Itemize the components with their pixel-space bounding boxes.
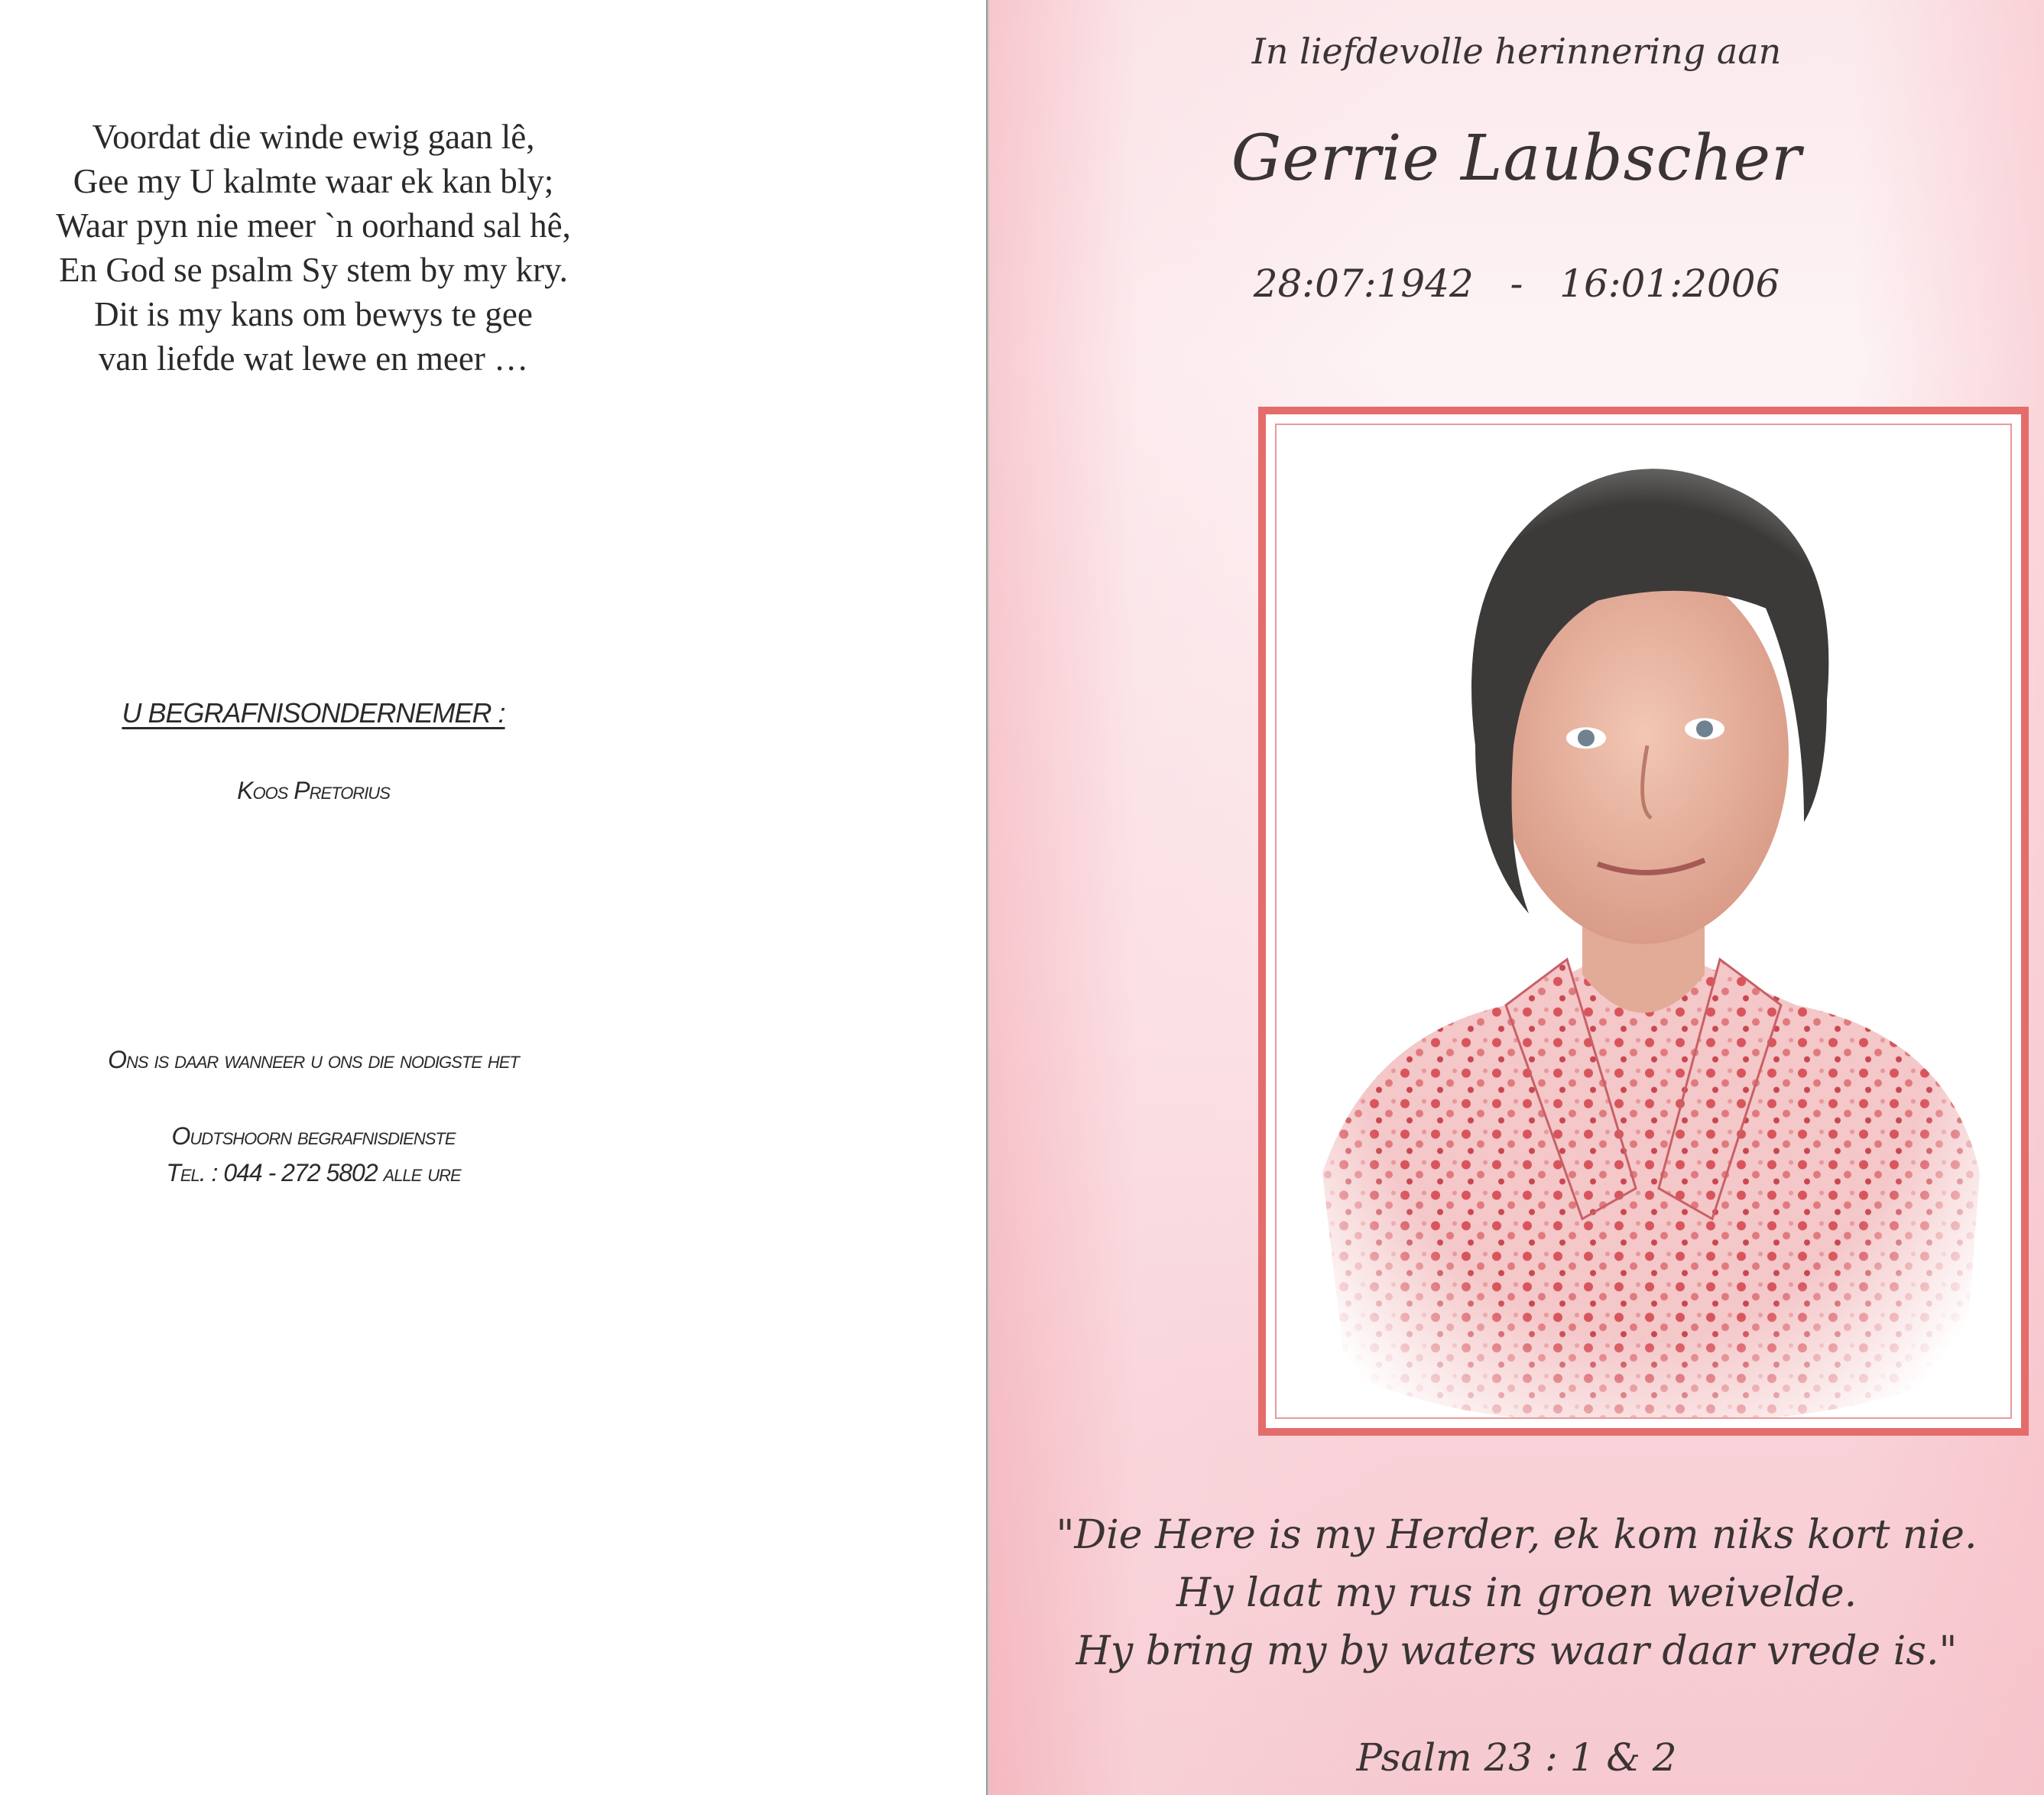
deceased-name: Gerrie Laubscher xyxy=(1231,122,1802,195)
scripture-verse xyxy=(989,1506,2044,1680)
undertaker-name: Koos Pretorius xyxy=(237,777,390,804)
left-panel xyxy=(0,0,986,1795)
poem-line: Dit is my kans om bewys te gee xyxy=(94,295,533,333)
life-dates: 28:07:1942 - 16:01:2006 xyxy=(1253,261,1780,306)
poem-line: Gee my U kalmte waar ek kan bly; xyxy=(73,162,554,200)
undertaker-heading: U BEGRAFNISONDERNEMER : xyxy=(122,697,505,729)
poem-line: van liefde wat lewe en meer … xyxy=(98,339,529,378)
verse-line: Hy bring my by waters waar daar vrede is." xyxy=(1076,1628,1958,1674)
poem-line: Voordat die winde ewig gaan lê, xyxy=(92,118,535,156)
poem xyxy=(0,115,627,381)
right-panel xyxy=(989,0,2044,1795)
poem-line: En God se psalm Sy stem by my kry. xyxy=(59,251,568,289)
verse-reference: Psalm 23 : 1 & 2 xyxy=(1356,1735,1677,1780)
funeral-company: Oudtshoorn begrafnisdienste xyxy=(171,1122,456,1150)
verse-line: Hy laat my rus in groen weivelde. xyxy=(1176,1570,1857,1616)
funeral-phone: Tel. : 044 - 272 5802 alle ure xyxy=(166,1159,461,1186)
poem-line: Waar pyn nie meer `n oorhand sal hê, xyxy=(56,206,571,245)
portrait-photo xyxy=(1277,425,2010,1417)
verse-line: "Die Here is my Herder, ek kom niks kort nie. xyxy=(1056,1512,1977,1558)
memory-heading: In liefdevolle herinnering aan xyxy=(1251,31,1782,72)
portrait-frame xyxy=(1258,407,2029,1436)
funeral-slogan: Ons is daar wanneer u ons die nodigste het xyxy=(108,1046,519,1073)
portrait-inner-border xyxy=(1275,424,2012,1419)
